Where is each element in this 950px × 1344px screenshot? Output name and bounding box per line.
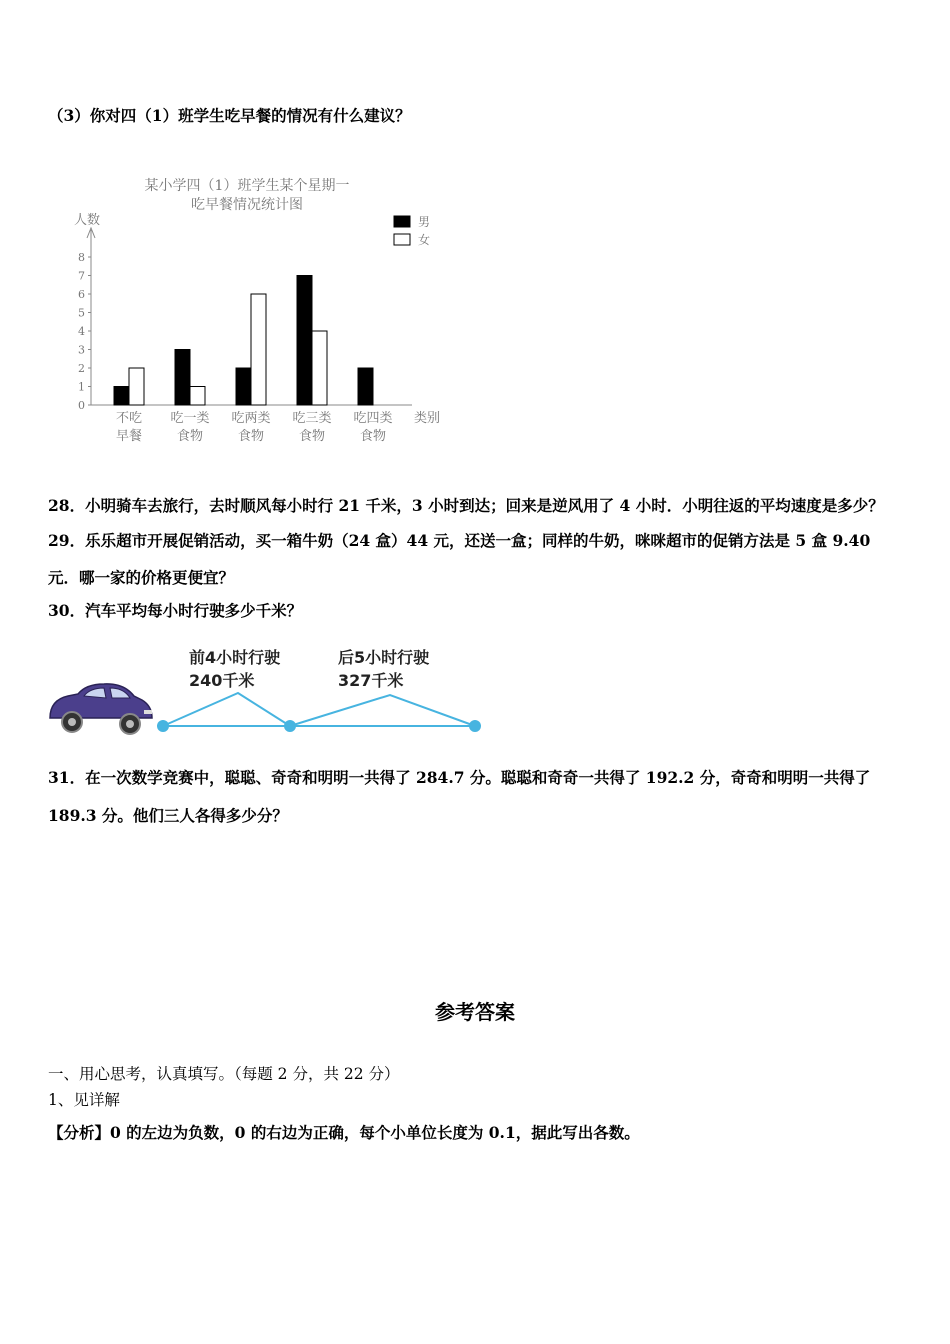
segment2-arc (290, 695, 475, 726)
question-27-part3: （3）你对四（1）班学生吃早餐的情况有什么建议？ (48, 106, 411, 125)
x-tick-label: 吃三类 (292, 411, 332, 426)
section-1-heading: 一、用心思考，认真填写。（每题 2 分，共 22 分） (48, 1065, 400, 1083)
x-tick-label: 食物 (176, 429, 204, 444)
legend-label: 女 (418, 233, 431, 247)
y-tick-label: 4 (78, 325, 85, 338)
chart-title: 某小学四（1）班学生某个星期一 (144, 178, 350, 194)
answer-1-analysis: 【分析】0 的左边为负数，0 的右边为正确，每个小单位长度为 0.1，据此写出各数。 (48, 1123, 640, 1142)
question-31-line2: 189.3 分。他们三人各得多少分？ (48, 806, 288, 825)
bar-female (190, 387, 205, 406)
x-tick-label: 食物 (237, 429, 265, 444)
bar-female (129, 368, 144, 405)
x-tick-label: 吃两类 (231, 411, 271, 426)
legend-swatch (394, 216, 410, 227)
y-tick-label: 5 (78, 306, 85, 320)
route-point (157, 720, 169, 732)
bar-male (114, 387, 129, 406)
question-31-line1: 31．在一次数学竞赛中，聪聪、奇奇和明明一共得了 284.7 分。聪聪和奇奇一共得了 192.2 分，奇奇和明明一共得了 (48, 768, 871, 787)
segment1-distance: 240千米 (189, 671, 255, 690)
route-point (469, 720, 481, 732)
trip-svg (44, 636, 494, 748)
segment1-label: 前4小时行驶 (189, 648, 281, 667)
car-trip-figure (44, 636, 494, 748)
segment2-distance: 327千米 (338, 671, 404, 690)
legend-swatch (394, 234, 410, 245)
route-point (284, 720, 296, 732)
bar-male (297, 276, 312, 406)
y-tick-label: 0 (78, 399, 85, 412)
question-29-line1: 29．乐乐超市开展促销活动，买一箱牛奶（24 盒）44 元，还送一盒；同样的牛奶，咪咪超市的促销方法是 5 盒 9.40 (48, 531, 871, 550)
question-28: 28．小明骑车去旅行，去时顺风每小时行 21 千米，3 小时到达；回来是逆风用了 4 小时．小明往返的平均速度是多少？ (48, 496, 884, 515)
bar-male (236, 368, 251, 405)
bar-male (175, 350, 190, 406)
bar-female (312, 331, 327, 405)
y-axis-label: 人数 (74, 213, 101, 228)
x-tick-label: 吃一类 (170, 411, 210, 426)
segment2-label: 后5小时行驶 (338, 648, 430, 667)
x-tick-label: 吃四类 (353, 411, 393, 426)
bar-male (358, 368, 373, 405)
y-tick-label: 1 (78, 380, 85, 394)
question-30: 30．汽车平均每小时行驶多少千米？ (48, 601, 303, 620)
chart-subtitle: 吃早餐情况统计图 (191, 197, 303, 213)
chart-svg (62, 168, 452, 458)
answers-title: 参考答案 (435, 1000, 515, 1024)
x-tick-label: 食物 (359, 429, 387, 444)
answer-1: 1、见详解 (48, 1091, 120, 1109)
x-tick-label: 早餐 (115, 429, 143, 444)
y-tick-label: 6 (78, 288, 85, 301)
y-tick-label: 3 (78, 343, 85, 357)
bar-female (251, 294, 266, 405)
x-tick-label: 不吃 (115, 411, 143, 426)
y-tick-label: 2 (78, 362, 85, 375)
car-icon (50, 684, 152, 734)
route-lines (157, 693, 481, 732)
legend-label: 男 (418, 215, 431, 229)
segment1-arc (163, 693, 290, 726)
y-tick-label: 7 (78, 269, 85, 283)
question-29-line2: 元．哪一家的价格更便宜？ (48, 568, 235, 587)
breakfast-bar-chart (62, 168, 452, 458)
y-tick-label: 8 (78, 251, 85, 264)
x-tick-label: 食物 (298, 429, 326, 444)
x-axis-label: 类别 (414, 411, 441, 426)
